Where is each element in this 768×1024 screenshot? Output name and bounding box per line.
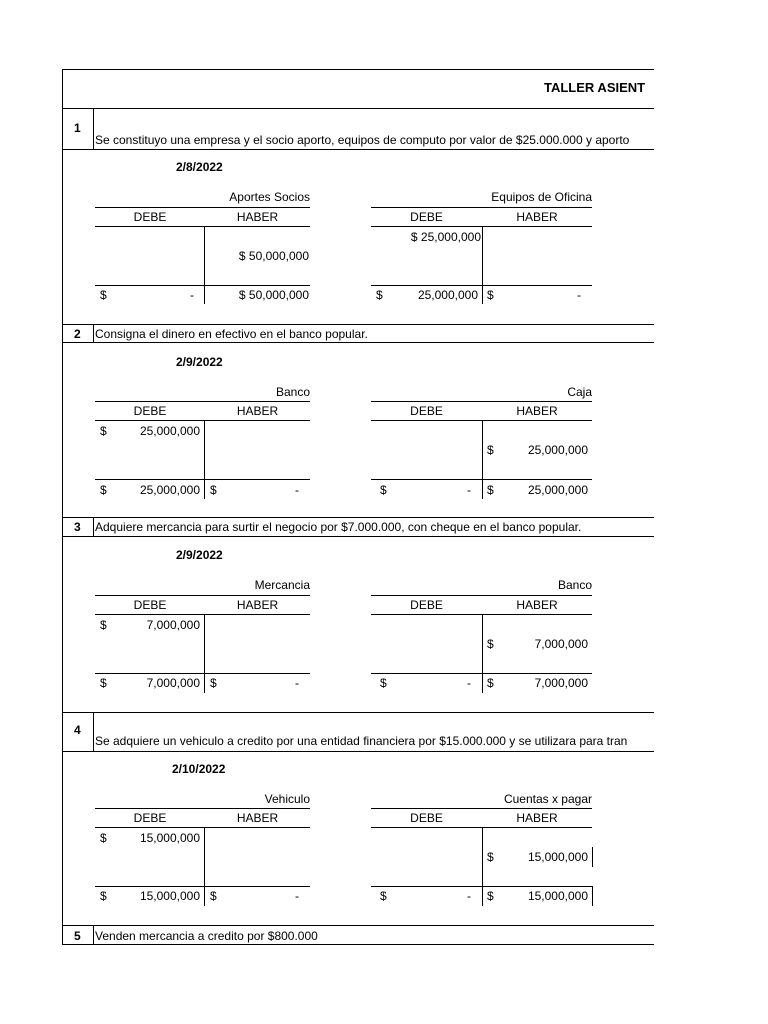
total-haber-symbol: $ [487,889,494,903]
entry-number: 2 [74,327,81,341]
haber-header: HABER [236,811,279,825]
entry-date: 2/9/2022 [176,548,223,562]
cell-right-border [592,886,593,906]
debe-symbol: $ [100,831,107,845]
debe-header: DEBE [410,210,443,224]
total-debe-symbol: $ [100,676,107,690]
t-account-total-line [95,285,310,286]
total-haber-value: 15,000,000 [527,889,588,903]
t-account-center-line [204,614,205,693]
total-debe-symbol: $ [100,889,107,903]
entry-description: Adquiere mercancia para surtir el negocio por $7.000.000, con cheque en el banco popular. [95,520,582,534]
entry-number: 4 [74,723,81,737]
row-border [62,342,654,343]
total-debe-value: - [467,676,471,690]
debe-header: DEBE [410,598,443,612]
total-debe-symbol: $ [100,483,107,497]
haber-header: HABER [516,811,558,825]
total-haber-value: - [577,288,581,302]
t-account-header-line [95,420,310,421]
total-haber-symbol: $ [487,676,494,690]
haber-header: HABER [236,404,279,418]
entry-date: 2/9/2022 [176,355,223,369]
haber-header: HABER [516,404,558,418]
debe-symbol: $ [100,424,107,438]
debe-header: DEBE [133,404,167,418]
total-haber-symbol: $ [210,676,217,690]
debe-header: DEBE [133,811,167,825]
haber-symbol: $ [487,850,494,864]
total-debe-value: 15,000,000 [139,889,200,903]
entry-description: Se adquiere un vehiculo a credito por una entidad financiera por $15.000.000 y se utilizara para tran [95,734,628,748]
title-bottom-border [62,108,654,109]
account-name: Mercancia [254,578,310,592]
t-account-top [95,401,310,402]
t-account-center-line [482,420,483,499]
row-border [62,925,654,926]
haber-header: HABER [236,210,279,224]
t-account-top [371,595,592,596]
haber-header: HABER [516,210,558,224]
debe-header: DEBE [410,404,443,418]
t-account-total-line [371,479,592,480]
row-border [62,712,654,713]
t-account-top [371,808,592,809]
account-name: Equipos de Oficina [491,190,592,204]
total-haber-symbol: $ [210,889,217,903]
total-haber-symbol: $ [210,483,217,497]
account-name: Banco [275,385,310,399]
row-border [62,751,654,752]
row-border [62,324,654,325]
total-haber-value: $ 50,000,000 [238,288,309,302]
t-account-center-line [482,226,483,304]
entry-number: 3 [74,520,81,534]
row-border [62,536,654,537]
account-name: Banco [557,578,592,592]
total-haber-value: - [295,889,299,903]
t-account-center-line [482,614,483,693]
row-border [62,149,654,150]
debe-value: 7,000,000 [146,618,200,632]
account-name: Caja [567,385,592,399]
t-account-total-line [95,886,310,887]
account-name: Cuentas x pagar [503,792,592,806]
haber-value: 15,000,000 [527,850,588,864]
entry-date: 2/10/2022 [172,762,226,776]
debe-header: DEBE [410,811,443,825]
haber-header: HABER [516,598,558,612]
total-haber-value: 7,000,000 [534,676,588,690]
t-account-top [371,401,592,402]
t-account-top [95,207,310,208]
total-debe-value: 25,000,000 [139,483,200,497]
haber-value: 7,000,000 [534,637,588,651]
t-account-top [95,595,310,596]
t-account-center-line [204,827,205,906]
num-divider [93,324,94,342]
total-debe-symbol: $ [100,288,107,302]
page-title: TALLER ASIENT [544,80,646,95]
entry-description: Consigna el dinero en efectivo en el banco popular. [95,327,368,341]
haber-value: 25,000,000 [527,443,588,457]
num-divider [93,925,94,945]
total-debe-value: - [190,288,194,302]
debe-value: 25,000,000 [139,424,200,438]
num-divider [93,712,94,751]
num-divider [93,108,94,149]
t-account-top [371,207,592,208]
t-account-header-line [95,614,310,615]
haber-value: $ 50,000,000 [238,249,309,263]
debe-value: 15,000,000 [139,831,200,845]
num-divider [93,517,94,536]
total-debe-symbol: $ [380,483,387,497]
haber-symbol: $ [487,443,494,457]
entry-date: 2/8/2022 [176,160,223,174]
total-haber-symbol: $ [487,483,494,497]
entry-number: 1 [74,121,81,135]
t-account-total-line [371,886,592,887]
debe-value: $ 25,000,000 [410,230,481,244]
row-border [62,517,654,518]
t-account-total-line [95,673,310,674]
entry-description: Venden mercancia a credito por $800.000 [95,929,318,943]
haber-symbol: $ [487,637,494,651]
t-account-total-line [371,285,592,286]
total-debe-value: 7,000,000 [146,676,200,690]
total-haber-value: 25,000,000 [527,483,588,497]
t-account-header-line [95,226,310,227]
account-name: Aportes Socios [229,190,310,204]
debe-symbol: $ [100,618,107,632]
total-haber-value: - [295,676,299,690]
sheet-left-border [62,69,63,945]
t-account-total-line [371,673,592,674]
total-debe-value: 25,000,000 [417,288,478,302]
cell-right-border [592,847,593,867]
t-account-top [95,808,310,809]
entry-description: Se constituyo una empresa y el socio aporto, equipos de computo por valor de $25.000.000 y aporto [95,133,630,147]
total-debe-symbol: $ [380,889,387,903]
account-name: Vehiculo [264,792,310,806]
t-account-header-line [95,827,310,828]
total-debe-value: - [467,889,471,903]
total-haber-symbol: $ [487,288,494,302]
total-debe-value: - [467,483,471,497]
total-haber-value: - [295,483,299,497]
t-account-total-line [95,479,310,480]
entry-number: 5 [74,929,81,943]
t-account-center-line [204,420,205,499]
haber-header: HABER [236,598,279,612]
t-account-center-line [482,827,483,906]
row-border [62,944,654,945]
total-debe-symbol: $ [380,676,387,690]
debe-header: DEBE [133,210,167,224]
debe-header: DEBE [133,598,167,612]
sheet-top-border [62,69,654,70]
total-debe-symbol: $ [376,288,383,302]
